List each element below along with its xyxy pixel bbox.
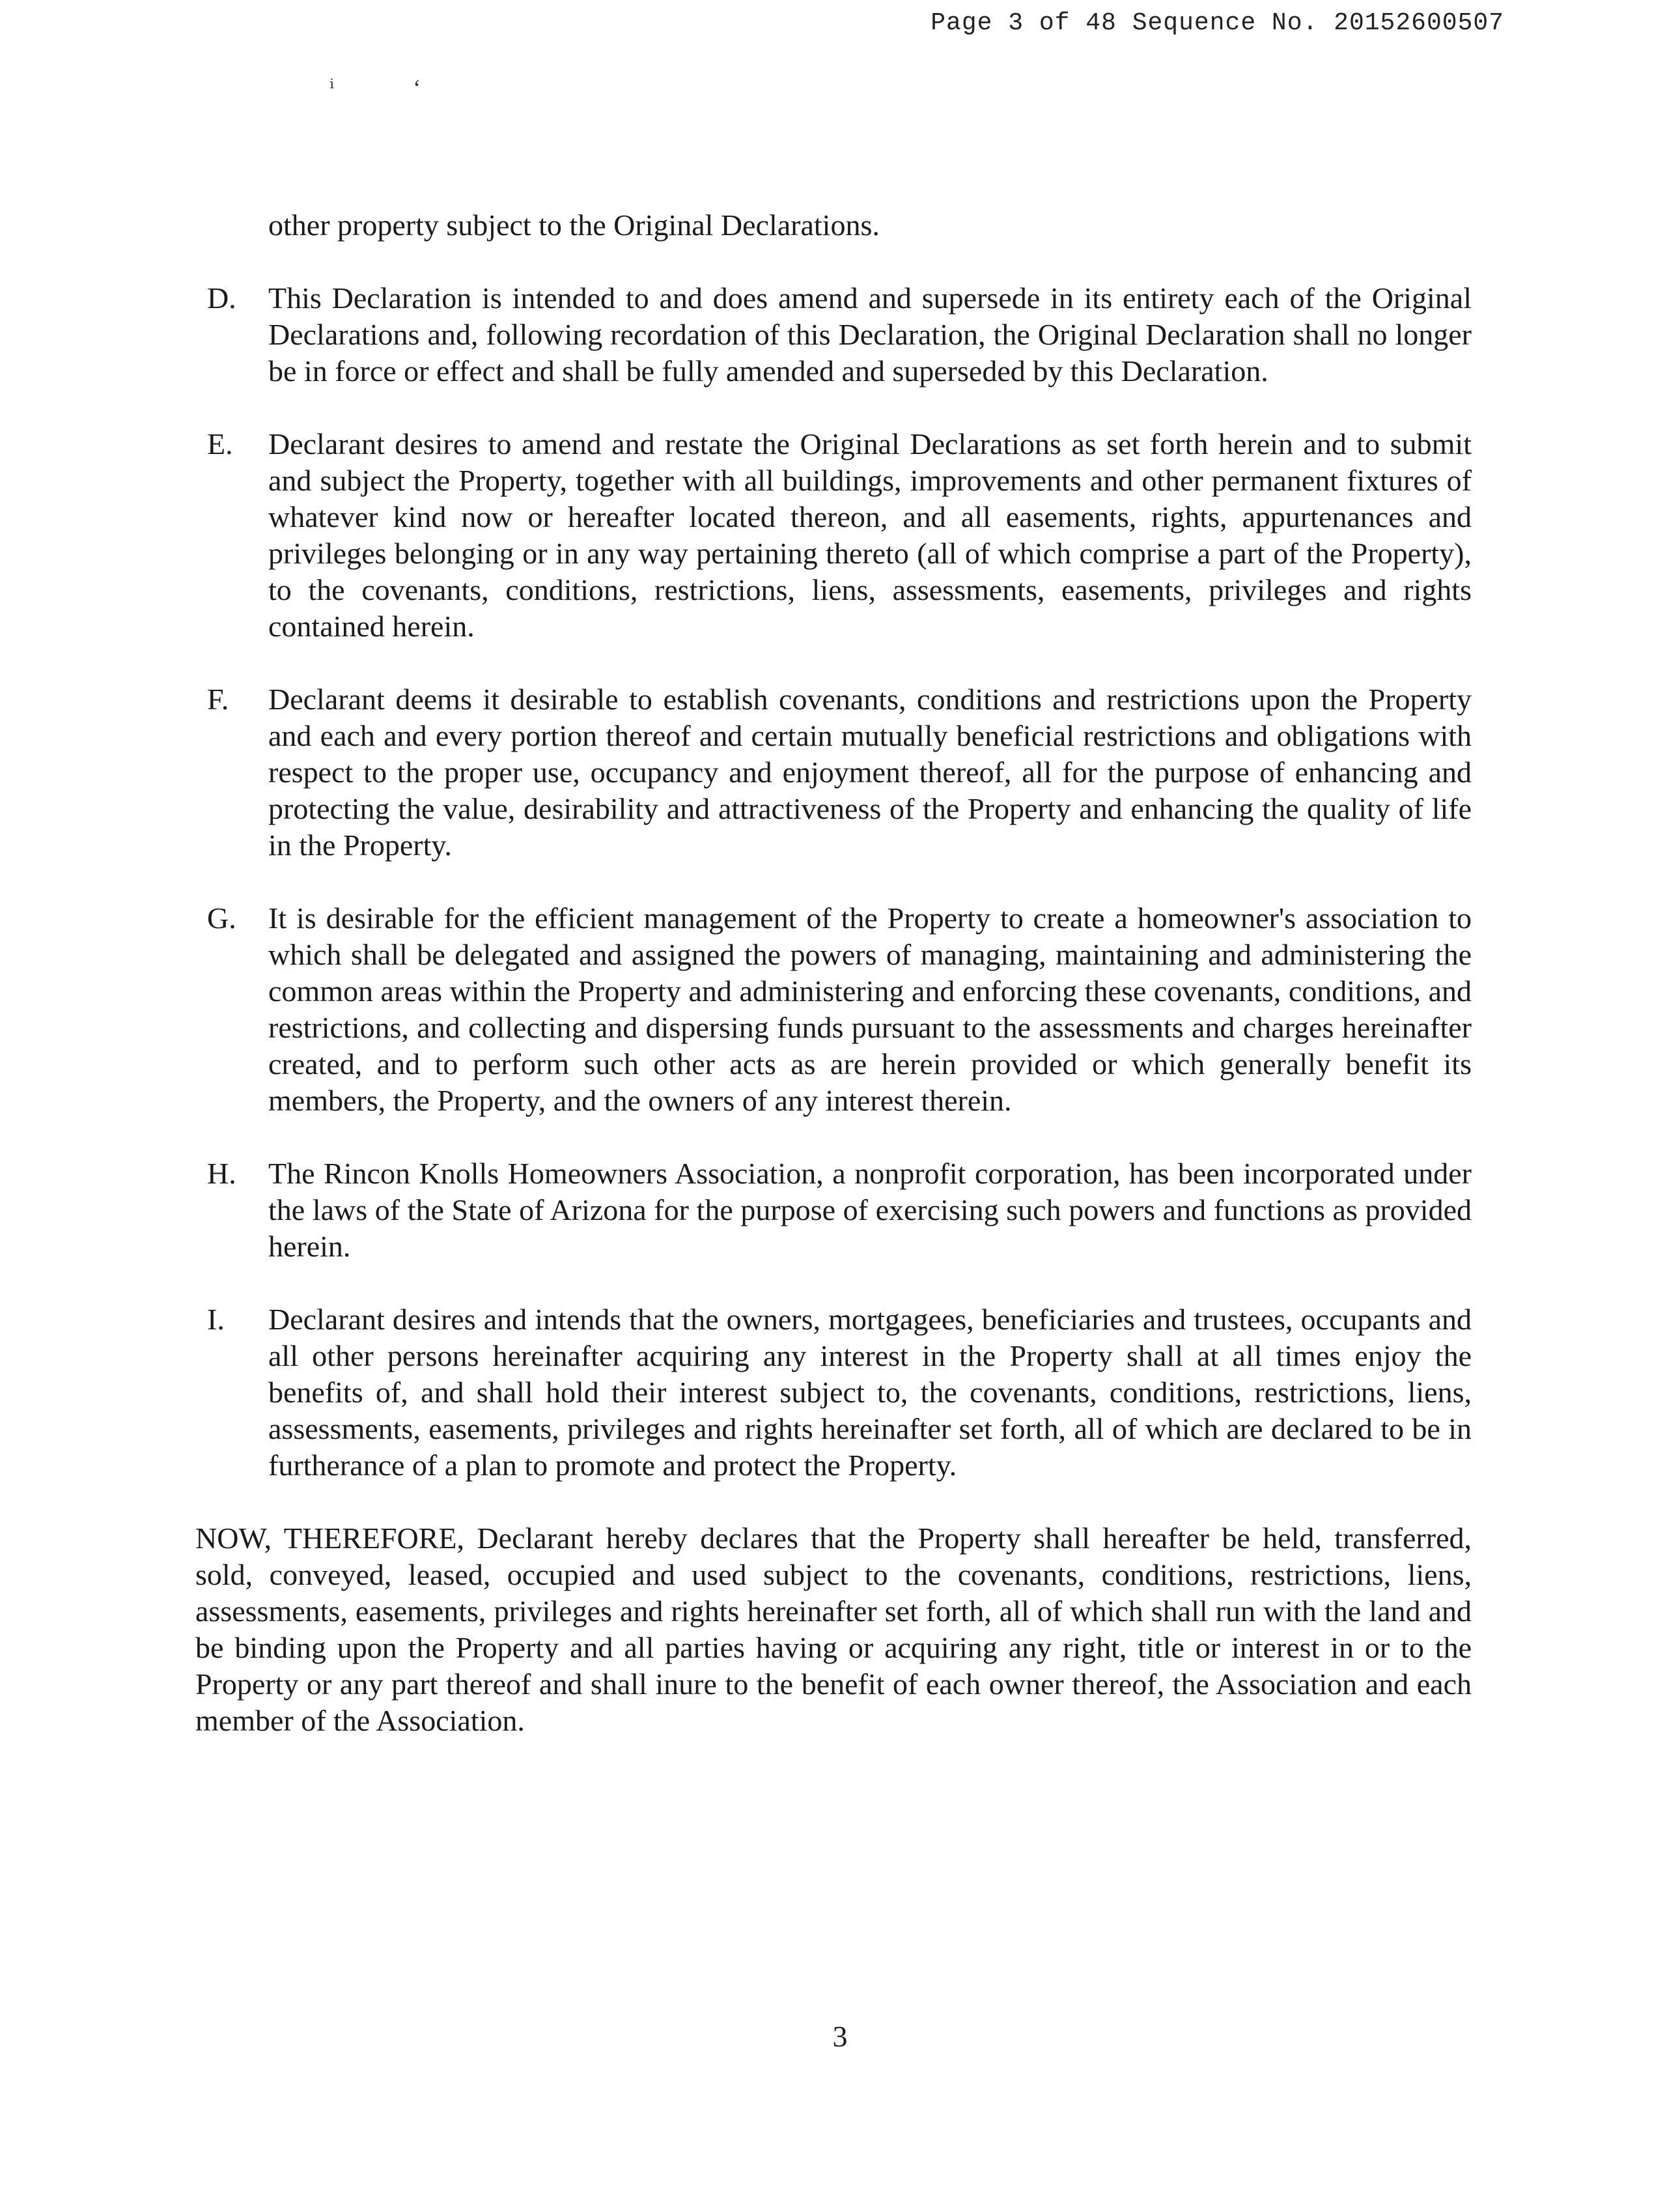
recital-text: This Declaration is intended to and does amend and supersede in its entirety each of the Original Declarations and, following recordation of this Declaration, the Original Declaration shall no longer be in force or effect and shall be fully amended and superseded by this Declaration. — [268, 281, 1472, 388]
document-body — [195, 207, 1472, 1739]
recital-d — [195, 280, 1472, 389]
page-number: 3 — [832, 2020, 848, 2053]
recital-letter: D. — [207, 281, 236, 315]
scan-marks — [329, 74, 494, 102]
scan-mark: ⁱ — [329, 75, 335, 101]
recital-i — [195, 1301, 1472, 1484]
recital-letter: G. — [207, 901, 236, 935]
recital-f — [195, 681, 1472, 864]
recital-text: Declarant deems it desirable to establish covenants, conditions and restrictions upon the Property and each and every portion thereof and certain mutually beneficial restrictions and obligations with respect to the proper use, occupancy and enjoyment thereof, all for the purpose of enhancing and protecting the value, desirability and attractiveness of the Property and enhancing the quality of life in the Property. — [268, 683, 1472, 862]
scan-mark: ʻ — [413, 75, 421, 101]
opening-continuation: other property subject to the Original Declarations. — [268, 208, 880, 242]
recital-text: Declarant desires and intends that the owners, mortgagees, beneficiaries and trustees, occupants and all other persons hereinafter acquiring any interest in the Property shall at all times enjoy the benefits of, and shall hold their interest subject to, the covenants, conditions, restrictions, liens, assessments, easements, privileges and rights hereinafter set forth, all of which are declared to be in furtherance of a plan to promote and protect the Property. — [268, 1303, 1472, 1482]
recital-text: It is desirable for the efficient management of the Property to create a homeowner's association to which shall be delegated and assigned the powers of managing, maintaining and administering the common areas within the Property and administering and enforcing these covenants, conditions, and restrictions, and collecting and dispersing funds pursuant to the assessments and charges hereinafter created, and to perform such other acts as are herein provided or which generally benefit its members, the Property, and the owners of any interest therein. — [268, 901, 1472, 1117]
recital-letter: F. — [207, 683, 229, 716]
recital-text: Declarant desires to amend and restate the Original Declarations as set forth herein and to submit and subject the Property, together with all buildings, improvements and other permanent fixtures of whatever kind now or hereafter located thereon, and all easements, rights, appurtenances and privileges belonging or in any way pertaining thereto (all of which comprise a part of the Property), to the covenants, conditions, restrictions, liens, assessments, easements, privileges and rights contained herein. — [268, 427, 1472, 643]
recital-letter: I. — [207, 1303, 225, 1336]
recital-e — [195, 426, 1472, 645]
recital-h — [195, 1155, 1472, 1265]
recital-letter: H. — [207, 1157, 236, 1190]
closing-paragraph: NOW, THEREFORE, Declarant hereby declares that the Property shall hereafter be held, transferred, sold, conveyed, leased, occupied and used subject to the covenants, conditions, restrictions, liens, assessments, easements, privileges and rights hereinafter set forth, all of which shall run with the land and be binding upon the Property and all parties having or acquiring any right, title or interest in or to the Property or any part thereof and shall inure to the benefit of each owner thereof, the Association and each member of the Association. — [195, 1522, 1472, 1737]
page-header: Page 3 of 48 Sequence No. 20152600507 — [931, 9, 1504, 37]
recital-text: The Rincon Knolls Homeowners Association, a nonprofit corporation, has been incorporated under the laws of the State of Arizona for the purpose of exercising such powers and functions as provided herein. — [268, 1157, 1472, 1263]
recital-g — [195, 900, 1472, 1119]
recital-letter: E. — [207, 427, 233, 460]
